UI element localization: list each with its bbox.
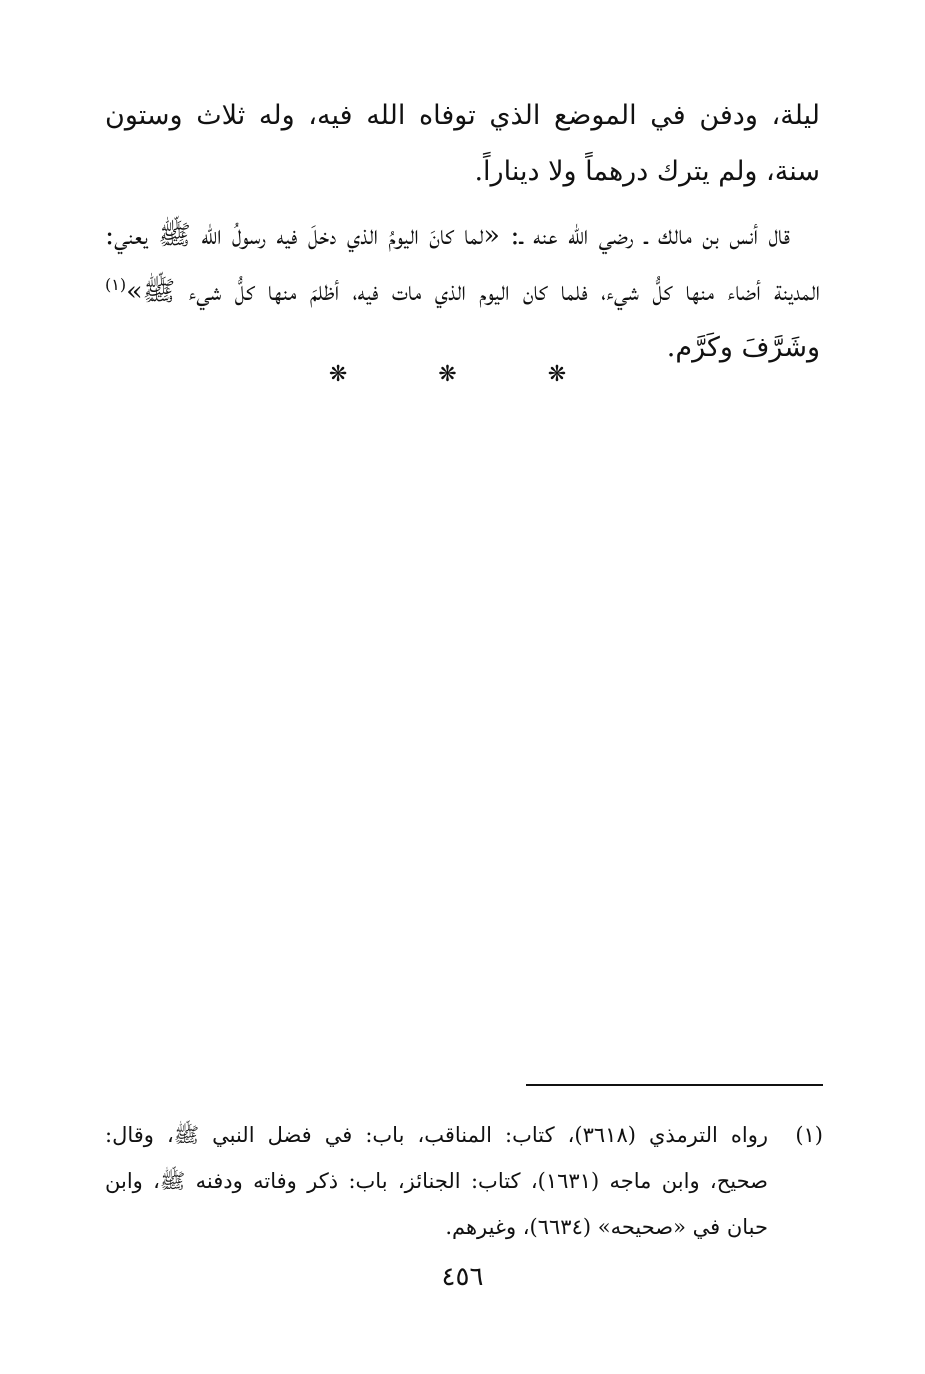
footnote-marker: (١) <box>795 1123 823 1147</box>
paragraph-2-tail: وشَرَّفَ وكَرَّم. <box>666 332 820 363</box>
main-text <box>105 88 820 376</box>
paragraph-2 <box>105 208 820 376</box>
separator-star: ❋ <box>547 362 597 387</box>
footnote-divider <box>526 1084 823 1086</box>
separator-star: ❋ <box>328 362 378 387</box>
footnote-item <box>105 1112 823 1250</box>
footnote-reference[interactable]: (١) <box>105 275 127 294</box>
section-separator <box>0 362 925 387</box>
footnotes <box>105 1112 823 1250</box>
footnote-text: رواه الترمذي (٣٦١٨)، كتاب: المناقب، باب: في فضل النبي ﷺ، وقال: صحيح، وابن ماجه (١٦٣١)، كتاب: الجنائز، باب: ذكر وفاته ودفنه ﷺ، وابن حبان في «صحيحه» (٦٦٣٤)، وغيرهم. <box>105 1123 768 1239</box>
paragraph-2-text: قال أنس بن مالك ـ رضي الله عنه ـ: «لما كانَ اليومُ الذي دخلَ فيه رسولُ الله ﷺ يعني: المدينة أضاء منها كلُّ شيء، فلما كان اليوم الذي مات فيه، أظلمَ منها كلُّ شيء ﷺ» <box>105 220 820 307</box>
paragraph-1 <box>105 88 820 200</box>
separator-star: ❋ <box>438 362 487 387</box>
page-number: ٤٥٦ <box>441 1262 484 1292</box>
paragraph-1-text: ليلة، ودفن في الموضع الذي توفاه الله فيه، وله ثلاث وستون سنة، ولم يترك درهماً ولا ديناراً. <box>105 100 820 187</box>
